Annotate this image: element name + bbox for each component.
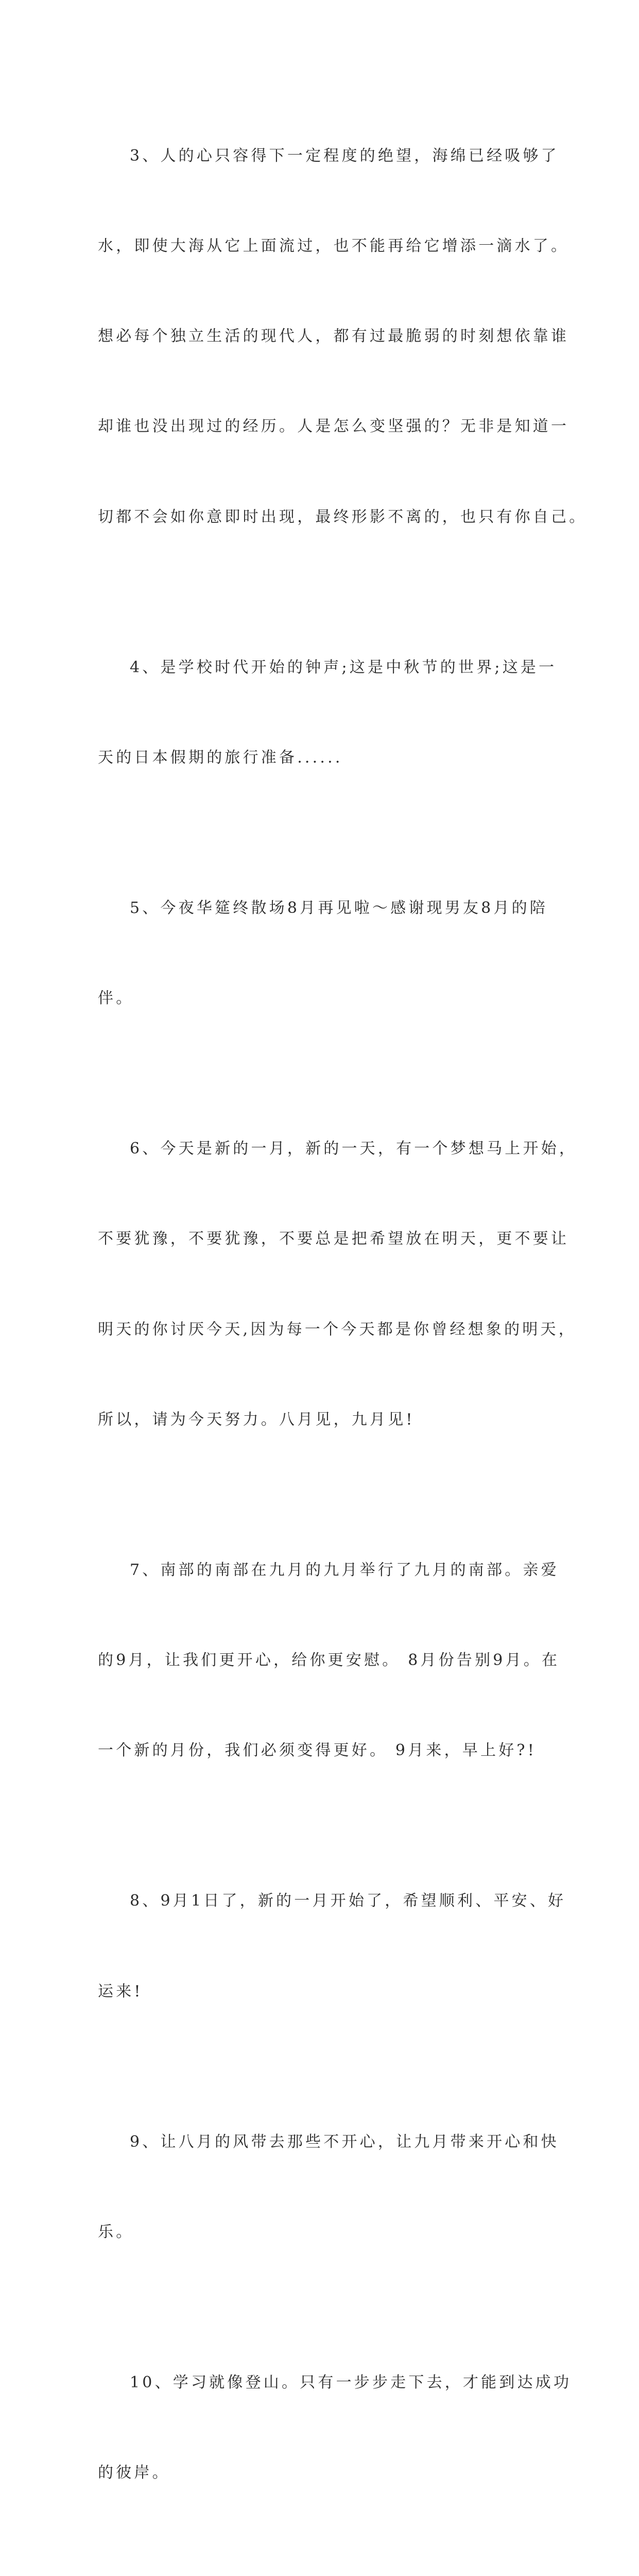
text-line: 乐。	[98, 2223, 134, 2241]
text-line: 却谁也没出现过的经历。人是怎么变坚强的？无非是知道一	[98, 417, 569, 436]
text-line: 7、南部的南部在九月的九月举行了九月的南部。亲爱	[130, 1561, 559, 1579]
paragraph-11	[98, 2548, 551, 2576]
text-line: 3、人的心只容得下一定程度的绝望，海绵已经吸够了	[130, 146, 559, 165]
text-line: 伴。	[98, 989, 134, 1008]
text-line: 的彼岸。	[98, 2464, 170, 2482]
text-line: 运来!	[98, 1982, 143, 2001]
text-line: 9、让八月的风带去那些不开心，让九月带来开心和快	[130, 2132, 559, 2151]
paragraph-6	[98, 1074, 578, 1495]
text-line: 的9月，让我们更开心，给你更安慰。 8月份告别9月。在	[98, 1651, 560, 1670]
text-line: 10、学习就像登山。只有一步步走下去，才能到达成功	[130, 2373, 572, 2392]
text-line: 4、是学校时代开始的钟声;这是中秋节的世界;这是一	[130, 658, 557, 676]
text-line: 想必每个独立生活的现代人，都有过最脆弱的时刻想依靠谁	[98, 327, 569, 346]
paragraph-7	[98, 1495, 560, 1826]
text-line: 8、9月1日了，新的一月开始了，希望顺利、平安、好	[130, 1892, 566, 1910]
paragraph-3	[98, 81, 588, 592]
paragraph-8	[98, 1826, 566, 2067]
text-line: 切都不会如你意即时出现，最终形影不离的，也只有你自己。	[98, 507, 588, 526]
text-line: 明天的你讨厌今天,因为每一个今天都是你曾经想象的明天，	[98, 1320, 577, 1338]
text-line: 5、今夜华筵终散场8月再见啦～感谢现男友8月的陪	[130, 899, 548, 917]
paragraph-9	[98, 2067, 559, 2308]
text-line: 一个新的月份，我们必须变得更好。 9月来，早上好?!	[98, 1741, 537, 1760]
paragraph-4	[98, 592, 557, 833]
text-line: 6、今天是新的一月，新的一天，有一个梦想马上开始，	[130, 1140, 578, 1158]
paragraph-10	[98, 2308, 572, 2548]
text-line: 天的日本假期的旅行准备......	[98, 748, 343, 767]
text-line: 水，即使大海从它上面流过，也不能再给它增添一滴水了。	[98, 237, 569, 256]
text-line: 所以，请为今天努力。八月见，九月见!	[98, 1410, 415, 1429]
text-line: 不要犹豫，不要犹豫，不要总是把希望放在明天，更不要让	[98, 1230, 569, 1248]
paragraph-5	[98, 833, 551, 1074]
document-body	[98, 81, 588, 2576]
